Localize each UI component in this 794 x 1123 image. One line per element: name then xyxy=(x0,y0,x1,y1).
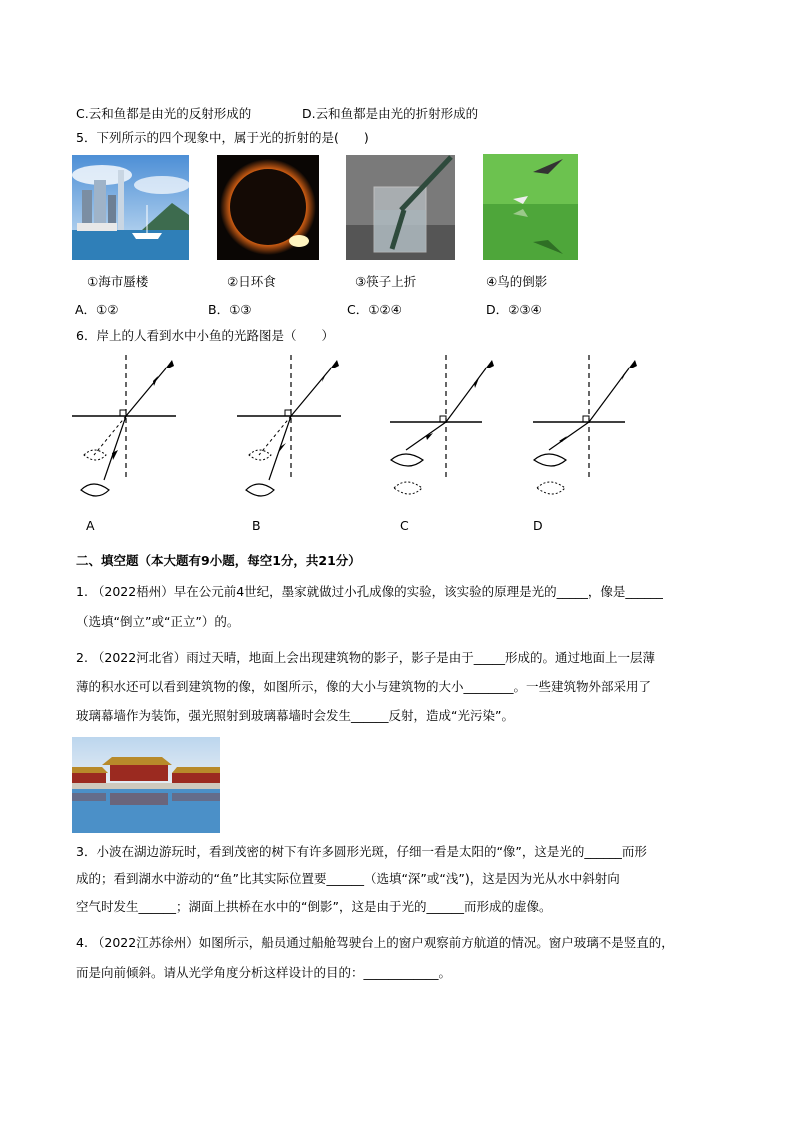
q5-option-a: A．①② xyxy=(75,302,119,317)
fill-q3-line2: 成的；看到湖水中游动的“鱼”比其实际位置要______（选填“深”或“浅”)，这是因为光从水中斜射向 xyxy=(76,871,620,886)
caption-chopsticks: ③筷子上折 xyxy=(355,274,417,289)
ray-diagram-c xyxy=(386,350,506,510)
option-c-text: C.云和鱼都是由光的反射形成的 xyxy=(76,106,252,121)
fill-q3-line3: 空气时发生______；湖面上拱桥在水中的“倒影”，这是由于光的______而形成的虚像。 xyxy=(76,899,552,914)
question-6-stem: 6．岸上的人看到水中小鱼的光路图是（ ） xyxy=(76,328,334,343)
ray-diagram-b xyxy=(231,350,351,510)
fill-q2-line1: 2. （2022河北省）雨过天晴，地面上会出现建筑物的影子，影子是由于_____形成的。通过地面上一层薄 xyxy=(76,650,655,665)
ray-diagram-a xyxy=(66,350,186,510)
caption-eclipse: ②日环食 xyxy=(227,274,276,289)
diagram-label-c: C xyxy=(400,518,409,533)
fill-q1-line1: 1. （2022梧州）早在公元前4世纪，墨家就做过小孔成像的实验，该实验的原理是光的_____，像是______ xyxy=(76,584,663,599)
section-2-title: 二、填空题（本大题有9小题，每空1分，共21分） xyxy=(76,553,361,568)
option-d-text: D.云和鱼都是由光的折射形成的 xyxy=(302,106,479,121)
caption-bird: ④鸟的倒影 xyxy=(486,274,548,289)
q5-option-d: D．②③④ xyxy=(486,302,542,317)
diagram-label-a: A xyxy=(86,518,95,533)
mirage-image xyxy=(72,155,189,260)
diagram-label-b: B xyxy=(252,518,261,533)
palace-reflection-image xyxy=(72,737,220,833)
fill-q2-line2: 薄的积水还可以看到建筑物的像，如图所示，像的大小与建筑物的大小________。一些建筑物外部采用了 xyxy=(76,679,652,694)
chopsticks-image xyxy=(346,155,455,260)
fill-q3-line1: 3．小波在湖边游玩时，看到茂密的树下有许多圆形光斑，仔细一看是太阳的“像”，这是光的______而形 xyxy=(76,844,647,859)
fill-q4-line1: 4. （2022江苏徐州）如图所示，船员通过船舱驾驶台上的窗户观察前方航道的情况。窗户玻璃不是竖直的， xyxy=(76,935,674,950)
q5-option-c: C．①②④ xyxy=(347,302,402,317)
eclipse-image xyxy=(217,155,319,260)
diagram-label-d: D xyxy=(533,518,543,533)
question-5-stem: 5．下列所示的四个现象中，属于光的折射的是( ) xyxy=(76,130,369,145)
q5-option-b: B．①③ xyxy=(208,302,252,317)
fill-q1-line2: （选填“倒立”或“正立”）的。 xyxy=(76,614,240,629)
caption-mirage: ①海市蜃楼 xyxy=(87,274,149,289)
ray-diagram-d xyxy=(529,350,649,510)
fill-q2-line3: 玻璃幕墙作为装饰，强光照射到玻璃幕墙时会发生______反射，造成“光污染”。 xyxy=(76,708,514,723)
fill-q4-line2: 而是向前倾斜。请从光学角度分析这样设计的目的：____________。 xyxy=(76,965,452,980)
bird-reflection-image xyxy=(483,154,578,260)
